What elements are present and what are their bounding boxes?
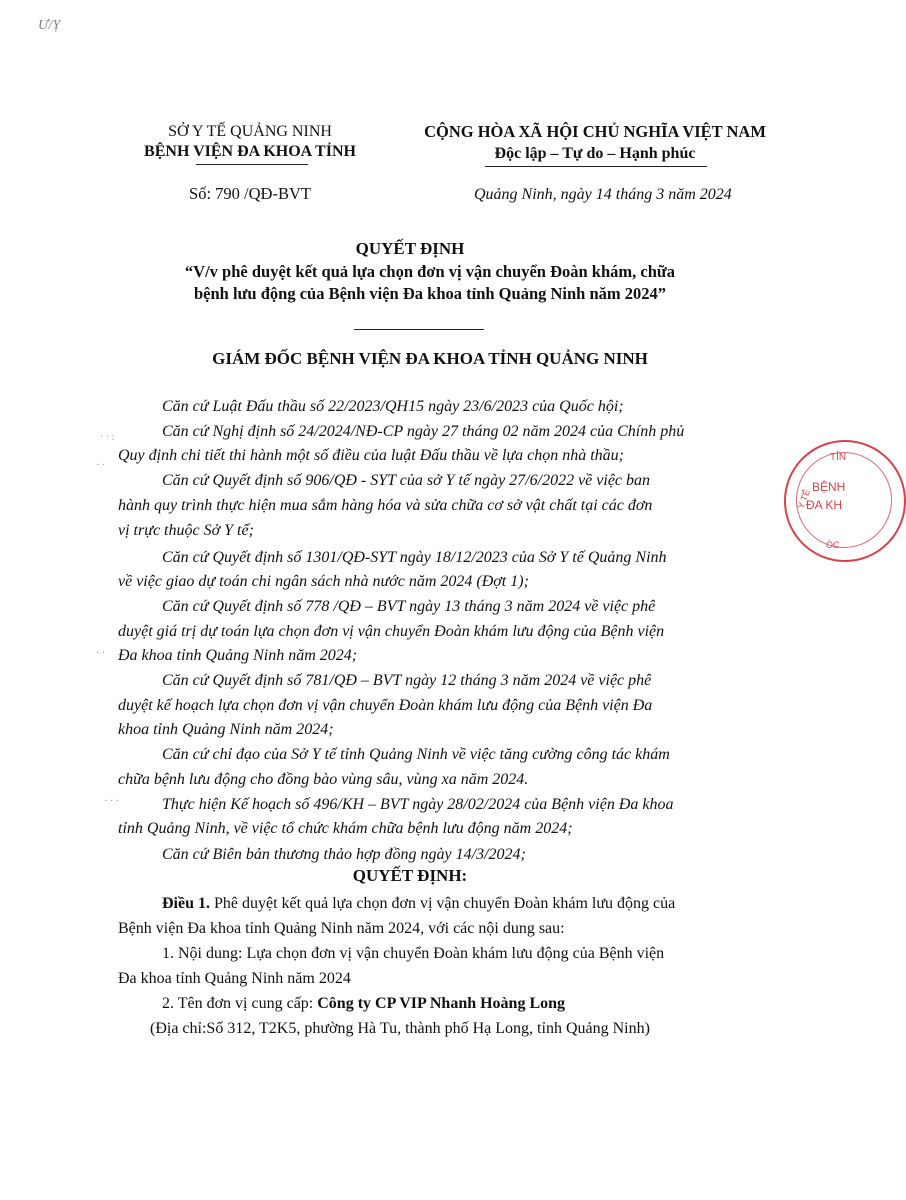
seal-left-text: Y TẾ xyxy=(795,488,812,510)
legal-basis-line: Thực hiện Kế hoạch số 496/KH – BVT ngày 28/02/2024 của Bệnh viện Đa khoa xyxy=(162,796,674,813)
article-1-label: Điều 1. xyxy=(162,895,210,912)
article-1-item-2 xyxy=(162,994,565,1014)
director-heading: GIÁM ĐỐC BỆNH VIỆN ĐA KHOA TỈNH QUẢNG NINH xyxy=(212,349,648,368)
document-title: QUYẾT ĐỊNH xyxy=(355,239,465,258)
legal-basis-line: vị trực thuộc Sở Y tế; xyxy=(118,522,254,539)
legal-basis-line: khoa tỉnh Quảng Ninh năm 2024; xyxy=(118,721,334,738)
legal-basis-line: duyệt kế hoạch lựa chọn đơn vị vận chuyển Đoàn khám lưu động của Bệnh viện Đa xyxy=(118,697,653,714)
ministry-name: SỞ Y TẾ QUẢNG NINH xyxy=(168,123,332,140)
hospital-name-underline xyxy=(196,164,308,165)
article-1-item-1: 1. Nội dung: Lựa chọn đơn vị vận chuyển Đoàn khám lưu động của Bệnh viện xyxy=(162,945,665,962)
legal-basis-line: Căn cứ chỉ đạo của Sở Y tế tỉnh Quảng Ninh về việc tăng cường công tác khám xyxy=(162,746,670,763)
motto: Độc lập – Tự do – Hạnh phúc xyxy=(494,145,696,162)
seal-bottom-text: ÒC xyxy=(826,540,840,550)
hospital-name: BỆNH VIỆN ĐA KHOA TỈNH xyxy=(144,143,356,160)
red-seal-stamp xyxy=(784,440,906,562)
title-divider xyxy=(354,329,484,330)
subject-line-1: “V/v phê duyệt kết quả lựa chọn đơn vị vận chuyển Đoàn khám, chữa xyxy=(184,262,676,281)
legal-basis-line: Quy định chi tiết thi hành một số điều của luật Đấu thầu về lựa chọn nhà thầu; xyxy=(118,447,624,464)
legal-basis-line: Căn cứ Luật Đấu thầu số 22/2023/QH15 ngày 23/6/2023 của Quốc hội; xyxy=(162,398,624,415)
legal-basis-line: chữa bệnh lưu động cho đồng bào vùng sâu, vùng xa năm 2024. xyxy=(118,771,529,788)
legal-basis-line: Căn cứ Quyết định số 906/QĐ - SYT của sở Y tế ngày 27/6/2022 về việc ban xyxy=(162,472,651,489)
legal-basis-line: Căn cứ Biên bản thương thảo hợp đồng ngày 14/3/2024; xyxy=(162,846,526,863)
scan-noise: · · : xyxy=(100,432,115,443)
article-1-text: Phê duyệt kết quả lựa chọn đơn vị vận chuyển Đoàn khám lưu động của xyxy=(210,895,676,912)
article-1-line-2: Bệnh viện Đa khoa tỉnh Quảng Ninh năm 2024, với các nội dung sau: xyxy=(118,920,565,937)
legal-basis-line: Căn cứ Quyết định số 778 /QĐ – BVT ngày 13 tháng 3 năm 2024 về việc phê xyxy=(162,598,656,615)
legal-basis-line: Căn cứ Quyết định số 781/QĐ – BVT ngày 12 tháng 3 năm 2024 về việc phê xyxy=(162,672,652,689)
seal-line-1: BỆNH xyxy=(812,480,846,494)
subject-line-2: bệnh lưu động của Bệnh viện Đa khoa tỉnh Quảng Ninh năm 2024” xyxy=(193,284,667,303)
legal-basis-line: Đa khoa tỉnh Quảng Ninh năm 2024; xyxy=(118,647,358,664)
decision-heading: QUYẾT ĐỊNH: xyxy=(352,866,468,885)
seal-line-2: ĐA KH xyxy=(806,498,843,512)
scan-noise: · · · xyxy=(104,796,119,807)
supplier-name: Công ty CP VIP Nhanh Hoàng Long xyxy=(317,995,566,1012)
legal-basis-line: hành quy trình thực hiện mua sắm hàng hóa và sửa chữa cơ sở vật chất tại các đơn xyxy=(118,497,653,514)
document-number: Số: 790 /QĐ-BVT xyxy=(189,184,311,203)
legal-basis-line: tỉnh Quảng Ninh, về việc tổ chức khám chữa bệnh lưu động năm 2024; xyxy=(118,820,573,837)
legal-basis-line: duyệt giá trị dự toán lựa chọn đơn vị vận chuyển Đoàn khám lưu động của Bệnh viện xyxy=(118,623,665,640)
scan-noise: · · xyxy=(96,460,106,471)
legal-basis-line: Căn cứ Quyết định số 1301/QĐ-SYT ngày 18/12/2023 của Sở Y tế Quảng Ninh xyxy=(162,549,667,566)
margin-handwriting: Ư/Ỵ xyxy=(38,18,61,33)
place-date: Quảng Ninh, ngày 14 tháng 3 năm 2024 xyxy=(474,186,732,203)
supplier-label: 2. Tên đơn vị cung cấp: xyxy=(162,995,318,1012)
seal-top-text: TỈN xyxy=(830,452,847,463)
scan-noise: · · xyxy=(96,648,106,659)
article-1-item-1-cont: Đa khoa tỉnh Quảng Ninh năm 2024 xyxy=(118,970,351,987)
legal-basis-line: về việc giao dự toán chi ngân sách nhà nước năm 2024 (Đợt 1); xyxy=(118,573,529,590)
country-name: CỘNG HÒA XÃ HỘI CHỦ NGHĨA VIỆT NAM xyxy=(424,122,766,141)
legal-basis-line: Căn cứ Nghị định số 24/2024/NĐ-CP ngày 27 tháng 02 năm 2024 của Chính phủ xyxy=(162,423,685,440)
motto-underline xyxy=(485,166,707,167)
article-1-line-1 xyxy=(162,894,675,914)
supplier-address: (Địa chỉ:Số 312, T2K5, phường Hà Tu, thành phố Hạ Long, tỉnh Quảng Ninh) xyxy=(150,1020,650,1037)
